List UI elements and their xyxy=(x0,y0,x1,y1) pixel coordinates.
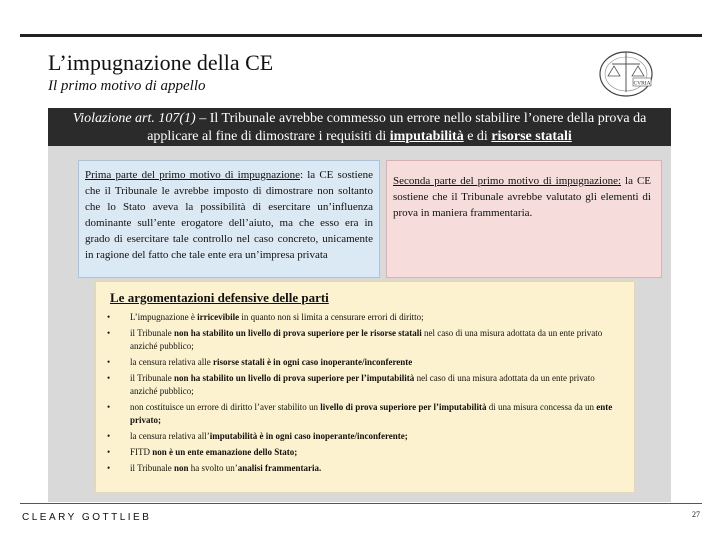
slide-title: L’impugnazione della CE xyxy=(48,50,274,75)
list-item: • la censura relativa all’imputabilità è in ogni caso inoperante/inconferente; xyxy=(107,431,408,441)
slide-subtitle: Il primo motivo di appello xyxy=(48,78,206,94)
defense-arguments-box xyxy=(95,281,635,493)
defense-heading: Le argomentazioni defensive delle parti xyxy=(110,290,329,305)
court-seal-icon xyxy=(596,44,656,100)
list-item: • il Tribunale non ha svolto un’analisi frammentaria. xyxy=(107,463,322,473)
first-part-heading: Prima parte del primo motivo di impugnazione xyxy=(85,169,301,181)
svg-text:CVRIA: CVRIA xyxy=(633,80,651,87)
footer-brand-logo: CLEARY GOTTLIEB xyxy=(22,512,152,523)
second-part-text: la CE sostiene che il Tribunale avrebbe valutato gli elementi di prova in maniera frammentaria. xyxy=(393,175,651,219)
list-item: • la censura relativa alle risorse statali è in ogni caso inoperante/inconferente xyxy=(107,357,413,367)
bottom-rule xyxy=(20,503,702,504)
defense-list xyxy=(104,311,624,478)
list-item: • il Tribunale non ha stabilito un livello di prova superiore per l’imputabilità nel caso di una misura adottata da un ente privato anziché pubblico; xyxy=(107,373,595,396)
second-part-box xyxy=(386,160,662,278)
list-item: • L’impugnazione è irricevibile in quanto non si limita a censurare errori di diritto; xyxy=(107,312,424,322)
list-item: • non costituisce un errore di diritto l’aver stabilito un livello di prova superiore per l’imputabilità di una misura concessa da un ente privato; xyxy=(107,402,613,425)
second-part-heading: Seconda parte del primo motivo di impugnazione: xyxy=(393,175,622,187)
page-number: 27 xyxy=(692,510,700,519)
list-item: • FITD non è un ente emanazione dello Stato; xyxy=(107,447,298,457)
list-item: • il Tribunale non ha stabilito un livello di prova superiore per le risorse statali nel caso di una misura adottata da un ente privato anziché pubblico; xyxy=(107,328,603,351)
top-rule xyxy=(20,34,702,37)
first-part-text: : la CE sostiene che il Tribunale le avrebbe imposto di dimostrare non soltanto che lo Stato aveva la possibilità di esercitare un’influenza dominante sull’ente erogatore dell’aiuto, ma che esso era in grado di esercitare tale controllo nel caso concreto, unicamente in ragione del fatto che tale ente era un’impresa privata xyxy=(85,169,373,261)
appeal-ground-banner: Violazione art. 107(1) – Il Tribunale avrebbe commesso un errore nello stabilire l’onere della prova da applicare al fine di dimostrare i requisiti di imputabilità e di risorse statali xyxy=(48,108,671,146)
first-part-box xyxy=(78,160,380,278)
